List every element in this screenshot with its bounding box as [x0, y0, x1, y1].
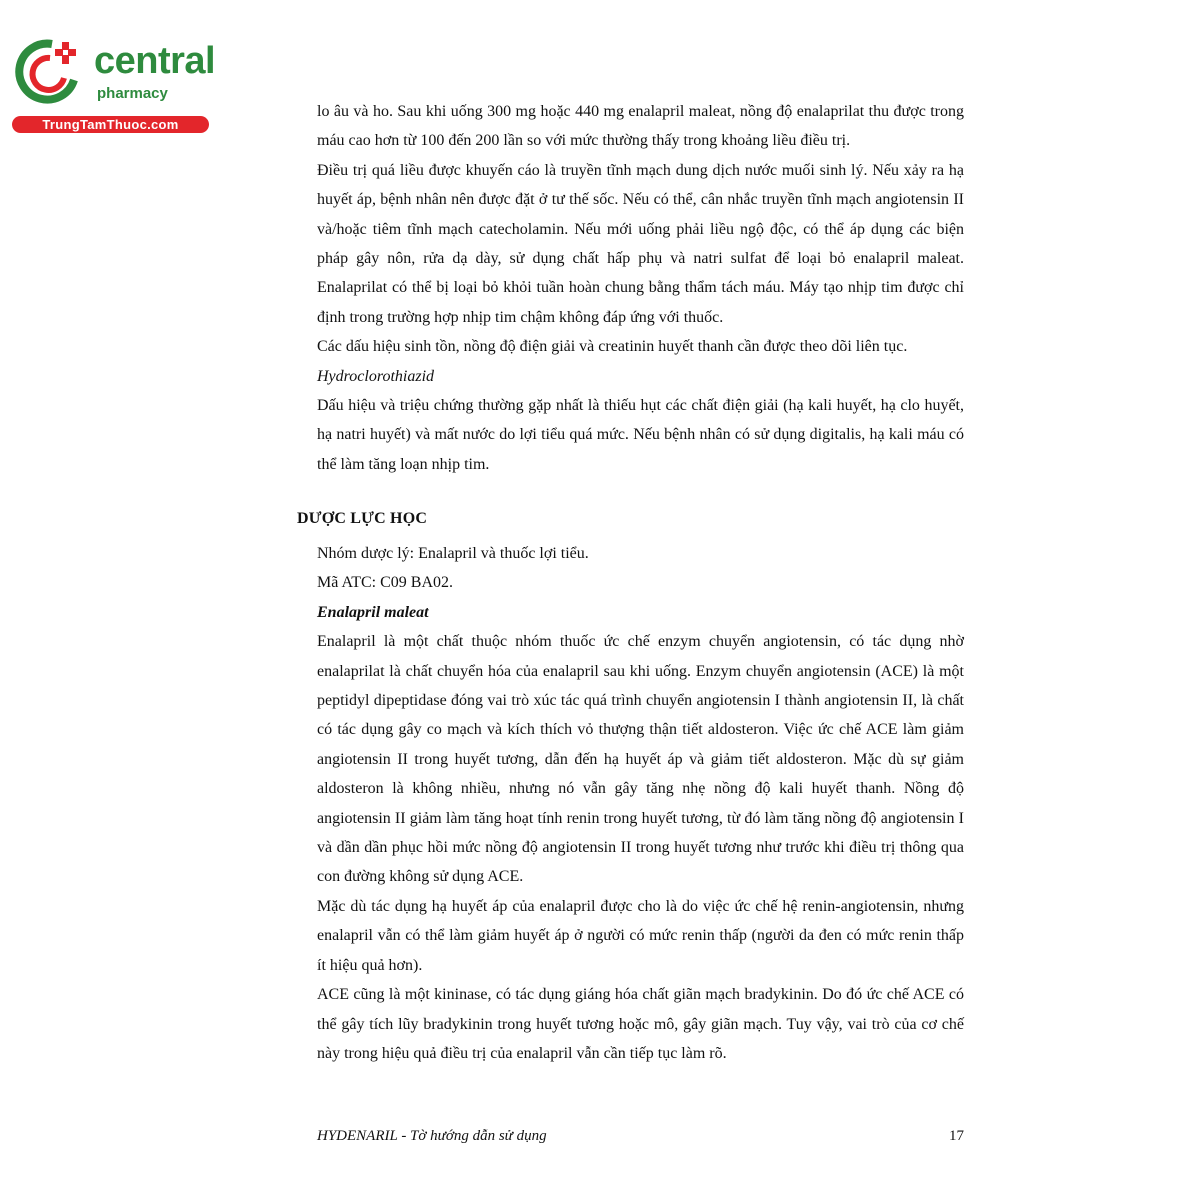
enalapril-subheading: Enalapril maleat	[317, 603, 429, 621]
overdose-section	[317, 97, 964, 479]
pharmacologic-group: Nhóm dược lý: Enalapril và thuốc lợi tiểu.	[317, 545, 589, 562]
logo-brand-text: central	[94, 40, 216, 82]
page-number: 17	[949, 1128, 964, 1144]
hydroclorothiazid-subheading: Hydroclorothiazid	[317, 367, 435, 385]
central-pharmacy-logo	[8, 36, 216, 136]
enalapril-paragraph-3: ACE cũng là một kininase, có tác dụng giáng hóa chất giãn mạch bradykinin. Do đó ức chế ACE có thể gây tích lũy bradykinin trong huyết tương hoặc mô, gây giãn mạch. Tuy vậy, vai trò của cơ chế này trong hiệu quả điều trị của enalapril vẫn cần tiếp tục làm rõ.	[317, 986, 964, 1062]
logo-sub-text: pharmacy	[97, 85, 168, 102]
overdose-paragraph-1: lo âu và ho. Sau khi uống 300 mg hoặc 440 mg enalapril maleat, nồng độ enalaprilat thu được trong máu cao hơn từ 100 đến 200 lần so với mức thường thấy trong khoảng liều điều trị.	[317, 103, 964, 150]
pharmacy-cross-logo-icon	[12, 38, 80, 106]
overdose-paragraph-3: Các dấu hiệu sinh tồn, nồng độ điện giải và creatinin huyết thanh cần được theo dõi liên tục.	[317, 338, 908, 356]
logo-site-banner: TrungTamThuoc.com	[12, 116, 209, 133]
enalapril-paragraph-2: Mặc dù tác dụng hạ huyết áp của enalapril được cho là do việc ức chế hệ renin-angiotensin, nhưng enalapril vẫn có thể làm giảm huyết áp ở người có mức renin thấp (người da đen có mức renin thấp ít hiệu quả hơn).	[317, 897, 964, 974]
atc-code: Mã ATC: C09 BA02.	[317, 574, 454, 592]
page-footer	[317, 1128, 964, 1145]
pharmacodynamics-section	[317, 539, 964, 1068]
pharmacodynamics-heading: DƯỢC LỰC HỌC	[297, 510, 428, 527]
hydroclorothiazid-paragraph: Dấu hiệu và triệu chứng thường gặp nhất là thiếu hụt các chất điện giải (hạ kali huyết, hạ clo huyết, hạ natri huyết) và mất nước do lợi tiểu quá mức. Nếu bệnh nhân có sử dụng digitalis, hạ kali máu có thể làm tăng loạn nhịp tim.	[317, 397, 964, 473]
footer-document-title: HYDENARIL - Tờ hướng dẫn sử dụng	[317, 1128, 547, 1144]
enalapril-paragraph-1: Enalapril là một chất thuộc nhóm thuốc ức chế enzym chuyển angiotensin, có tác dụng nhờ enalaprilat là chất chuyển hóa của enalapril sau khi uống. Enzym chuyển angiotensin (ACE) là một peptidyl dipeptidase đóng vai trò xúc tác quá trình chuyển angiotensin I thành angiotensin II, là chất có tác dụng gây co mạch và kích thích vỏ thượng thận tiết aldosteron. Việc ức chế ACE làm giảm angiotensin II trong huyết tương, dẫn đến hạ huyết áp và giảm tiết aldosteron. Mặc dù sự giảm aldosteron là không nhiều, nhưng nó vẫn gây tăng nhẹ nồng độ kali huyết thanh. Nồng độ angiotensin II giảm làm tăng hoạt tính renin trong huyết tương, từ đó làm tăng nồng độ angiotensin I và dần dần phục hồi mức nồng độ angiotensin II trong huyết tương như trước khi điều trị thông qua con đường không sử dụng ACE.	[317, 633, 964, 886]
overdose-paragraph-2: Điều trị quá liều được khuyến cáo là truyền tĩnh mạch dung dịch nước muối sinh lý. Nếu xảy ra hạ huyết áp, bệnh nhân nên được đặt ở tư thế sốc. Nếu có thể, cân nhắc truyền tĩnh mạch angiotensin II và/hoặc tiêm tĩnh mạch catecholamin. Nếu mới uống phải liều ngộ độc, có thể áp dụng các biện pháp gây nôn, rửa dạ dày, sử dụng chất hấp phụ và natri sulfat để loại bỏ enalapril maleat. Enalaprilat có thể bị loại bỏ khỏi tuần hoàn chung bằng thẩm tách máu. Máy tạo nhịp tim được chỉ định trong trường hợp nhịp tim chậm không đáp ứng với thuốc.	[317, 161, 964, 326]
